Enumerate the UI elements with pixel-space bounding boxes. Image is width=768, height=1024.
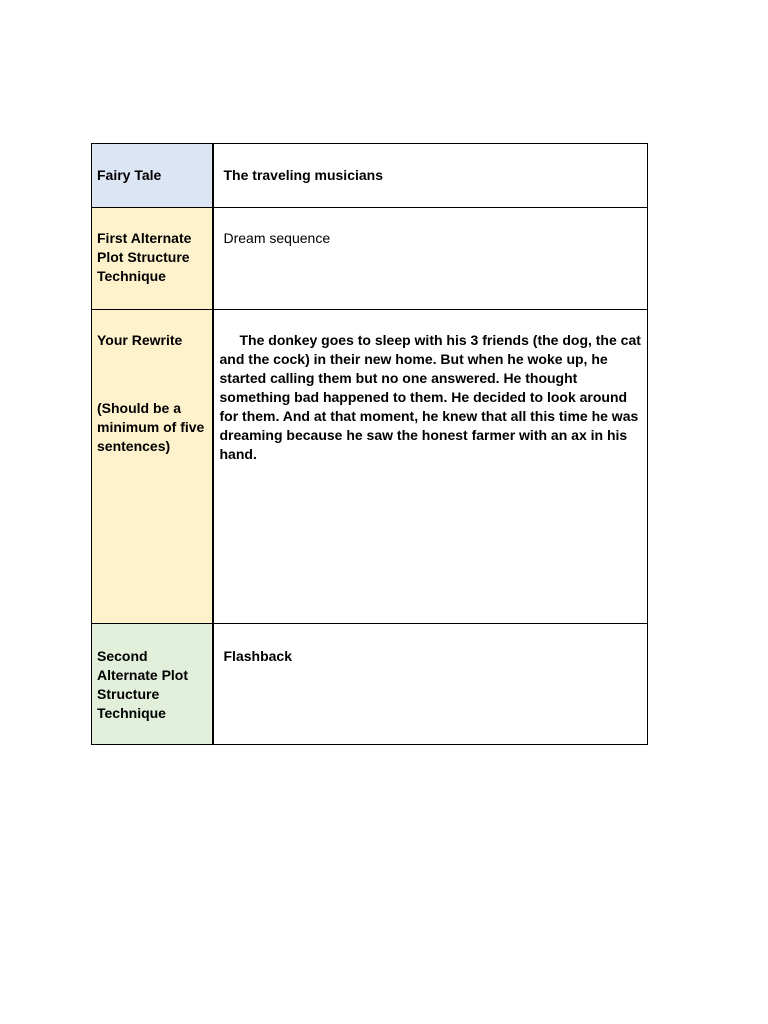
table-row-fairy-tale <box>92 144 648 208</box>
rewrite-value-cell <box>213 310 648 624</box>
label-spacer <box>97 350 207 399</box>
table-row-first-alternate <box>92 208 648 310</box>
table-row-rewrite <box>92 310 648 624</box>
first-alternate-label: First Alternate Plot Structure Technique <box>92 208 213 310</box>
first-alternate-value: Dream sequence <box>213 208 648 310</box>
second-alternate-label: Second Alternate Plot Structure Technique <box>92 624 213 745</box>
rewrite-label: Your Rewrite <box>97 332 183 348</box>
rewrite-sublabel: (Should be a minimum of five sentences) <box>97 400 205 454</box>
table-row-second-alternate <box>92 624 648 745</box>
plot-structure-table <box>91 143 648 745</box>
fairy-tale-label: Fairy Tale <box>92 144 213 208</box>
fairy-tale-value: The traveling musicians <box>213 144 648 208</box>
second-alternate-value: Flashback <box>213 624 648 745</box>
rewrite-text: The donkey goes to sleep with his 3 friends (the dog, the cat and the cock) in their new home. But when he woke up, he started calling them but no one answered. He thought something bad happened to them. He decided to look around for them. And at that moment, he knew that all this time he was dreaming because he saw the honest farmer with an ax in his hand. <box>219 332 641 462</box>
rewrite-label-cell <box>92 310 213 624</box>
